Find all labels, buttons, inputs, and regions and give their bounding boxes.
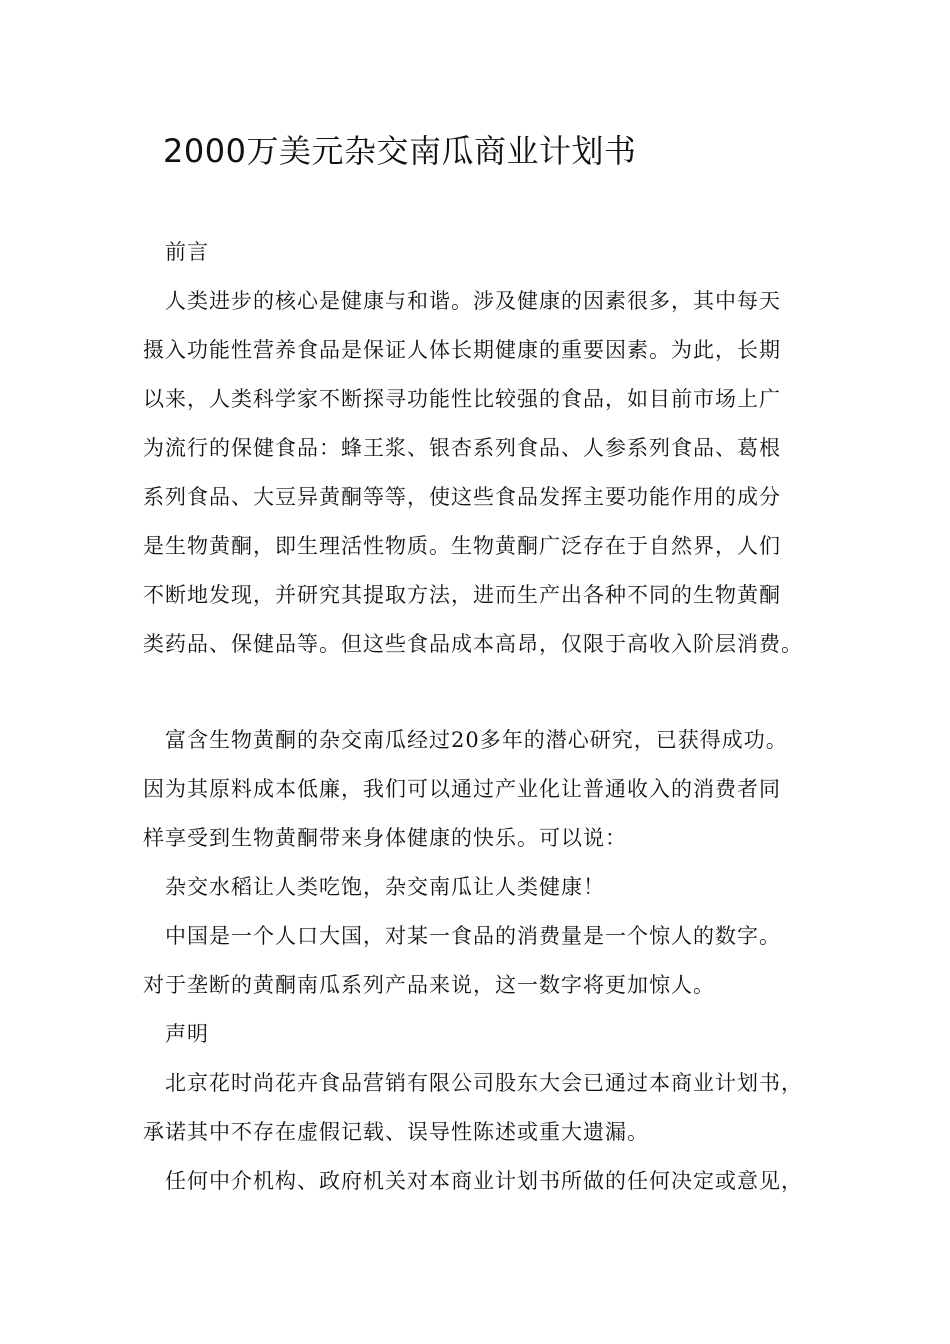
paragraph-line: 系列食品、大豆异黄酮等等，使这些食品发挥主要功能作用的成分 — [143, 485, 781, 509]
paragraph-line: 对于垄断的黄酮南瓜系列产品来说，这一数字将更加惊人。 — [143, 973, 715, 997]
paragraph-line: 因为其原料成本低廉，我们可以通过产业化让普通收入的消费者同 — [143, 777, 781, 801]
paragraph-2 — [143, 716, 823, 863]
paragraph-line: 摄入功能性营养食品是保证人体长期健康的重要因素。为此，长期 — [143, 338, 781, 362]
paragraph-gap — [143, 669, 823, 716]
paragraph-4 — [143, 1059, 823, 1157]
slogan: 杂交水稻让人类吃饱，杂交南瓜让人类健康！ — [165, 875, 605, 899]
paragraph-line: 是生物黄酮，即生理活性物质。生物黄酮广泛存在于自然界，人们 — [143, 534, 781, 558]
paragraph-line: 承诺其中不存在虚假记载、误导性陈述或重大遗漏。 — [143, 1120, 649, 1144]
paragraph-line: 以来，人类科学家不断探寻功能性比较强的食品，如目前市场上广 — [143, 387, 781, 411]
paragraph-line: 北京花时尚花卉食品营销有限公司股东大会已通过本商业计划书， — [165, 1071, 803, 1095]
paragraph-5 — [143, 1157, 823, 1206]
paragraph-line: 样享受到生物黄酮带来身体健康的快乐。可以说： — [143, 826, 627, 850]
paragraph-line: 类药品、保健品等。但这些食品成本高昂，仅限于高收入阶层消费。 — [143, 632, 803, 656]
document-title: 2000万美元杂交南瓜商业计划书 — [163, 132, 637, 170]
paragraph-line: 人类进步的核心是健康与和谐。涉及健康的因素很多，其中每天 — [165, 289, 781, 313]
statement-heading: 声明 — [165, 1022, 209, 1046]
paragraph-line: 中国是一个人口大国，对某一食品的消费量是一个惊人的数字。 — [165, 924, 781, 948]
paragraph-line: 富含生物黄酮的杂交南瓜经过20多年的潜心研究，已获得成功。 — [165, 728, 788, 752]
paragraph-line: 不断地发现，并研究其提取方法，进而生产出各种不同的生物黄酮 — [143, 583, 781, 607]
paragraph-3 — [143, 912, 823, 1010]
paragraph-line: 为流行的保健食品：蜂王浆、银杏系列食品、人参系列食品、葛根 — [143, 436, 781, 460]
preface-heading: 前言 — [165, 240, 209, 264]
paragraph-1 — [143, 277, 823, 669]
document-body — [143, 228, 823, 1206]
paragraph-line: 任何中介机构、政府机关对本商业计划书所做的任何决定或意见， — [165, 1169, 803, 1193]
